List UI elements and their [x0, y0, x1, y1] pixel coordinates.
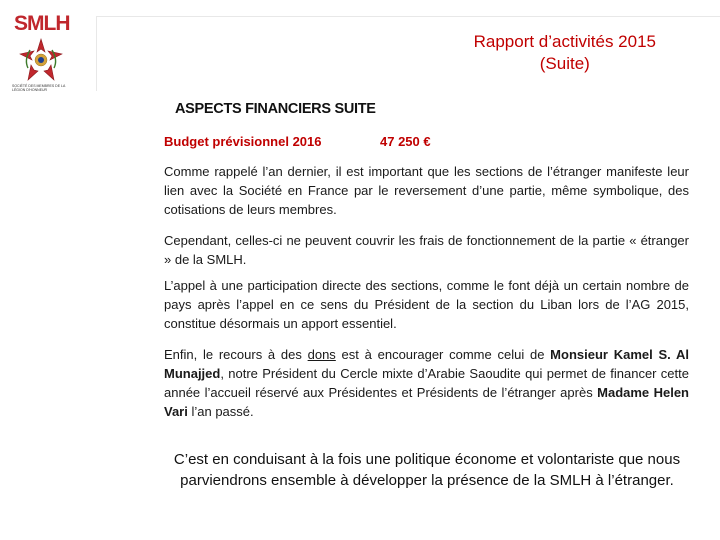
paragraph-2: Cependant, celles-ci ne peuvent couvrir les frais de fonctionnement de la partie « étranger » de la SMLH. — [164, 233, 689, 267]
paragraph-4-text-c: , notre Président du Cercle mixte d’Arabie Saoudite qui permet de financer cette année l’accueil réservé aux Présidentes et Présidents de l’étranger après — [164, 366, 689, 400]
paragraph-4 — [164, 345, 689, 421]
paragraph-4-text-b: est à encourager comme celui de — [335, 347, 551, 362]
page-title — [474, 31, 656, 75]
paragraph-1: Comme rappelé l’an dernier, il est important que les sections de l’étranger manifeste leur lien avec la Société en France par le reversement d’une partie, même symbolique, des cotisations de leurs membres. — [164, 164, 689, 217]
paragraph-3: L’appel à une participation directe des sections, comme le font déjà un certain nombre de pays après l’appel en ce sens du Président de la section du Liban lors de l’AG 2015, constitue désormais un apport essentiel. — [164, 278, 689, 331]
legion-of-honour-star-icon — [18, 38, 64, 82]
paragraph-4-text-d: l’an passé. — [187, 404, 254, 419]
budget-label: Budget prévisionnel 2016 — [164, 134, 322, 149]
donor-name-2: Madame Helen Vari — [164, 385, 689, 419]
paragraph-4-text-a: Enfin, le recours à des — [164, 347, 308, 362]
dons-underlined: dons — [307, 347, 336, 362]
budget-value: 47 250 € — [380, 134, 431, 149]
logo-caption: SOCIÉTÉ DES MEMBRES DE LA LÉGION D'HONNEUR — [12, 84, 66, 92]
logo-text: SMLH — [14, 12, 70, 35]
title-line-1: Rapport d’activités 2015 — [473, 32, 656, 51]
section-heading: ASPECTS FINANCIERS SUITE — [175, 101, 376, 117]
smlh-logo — [12, 10, 72, 92]
donor-name-1: Monsieur Kamel S. Al Munajjed — [164, 347, 690, 381]
conclusion: C’est en conduisant à la fois une politique économe et volontariste que nous parviendrons ensemble à développer la présence de la SMLH à l’étranger. — [173, 451, 681, 489]
title-line-2: (Suite) — [539, 54, 590, 73]
